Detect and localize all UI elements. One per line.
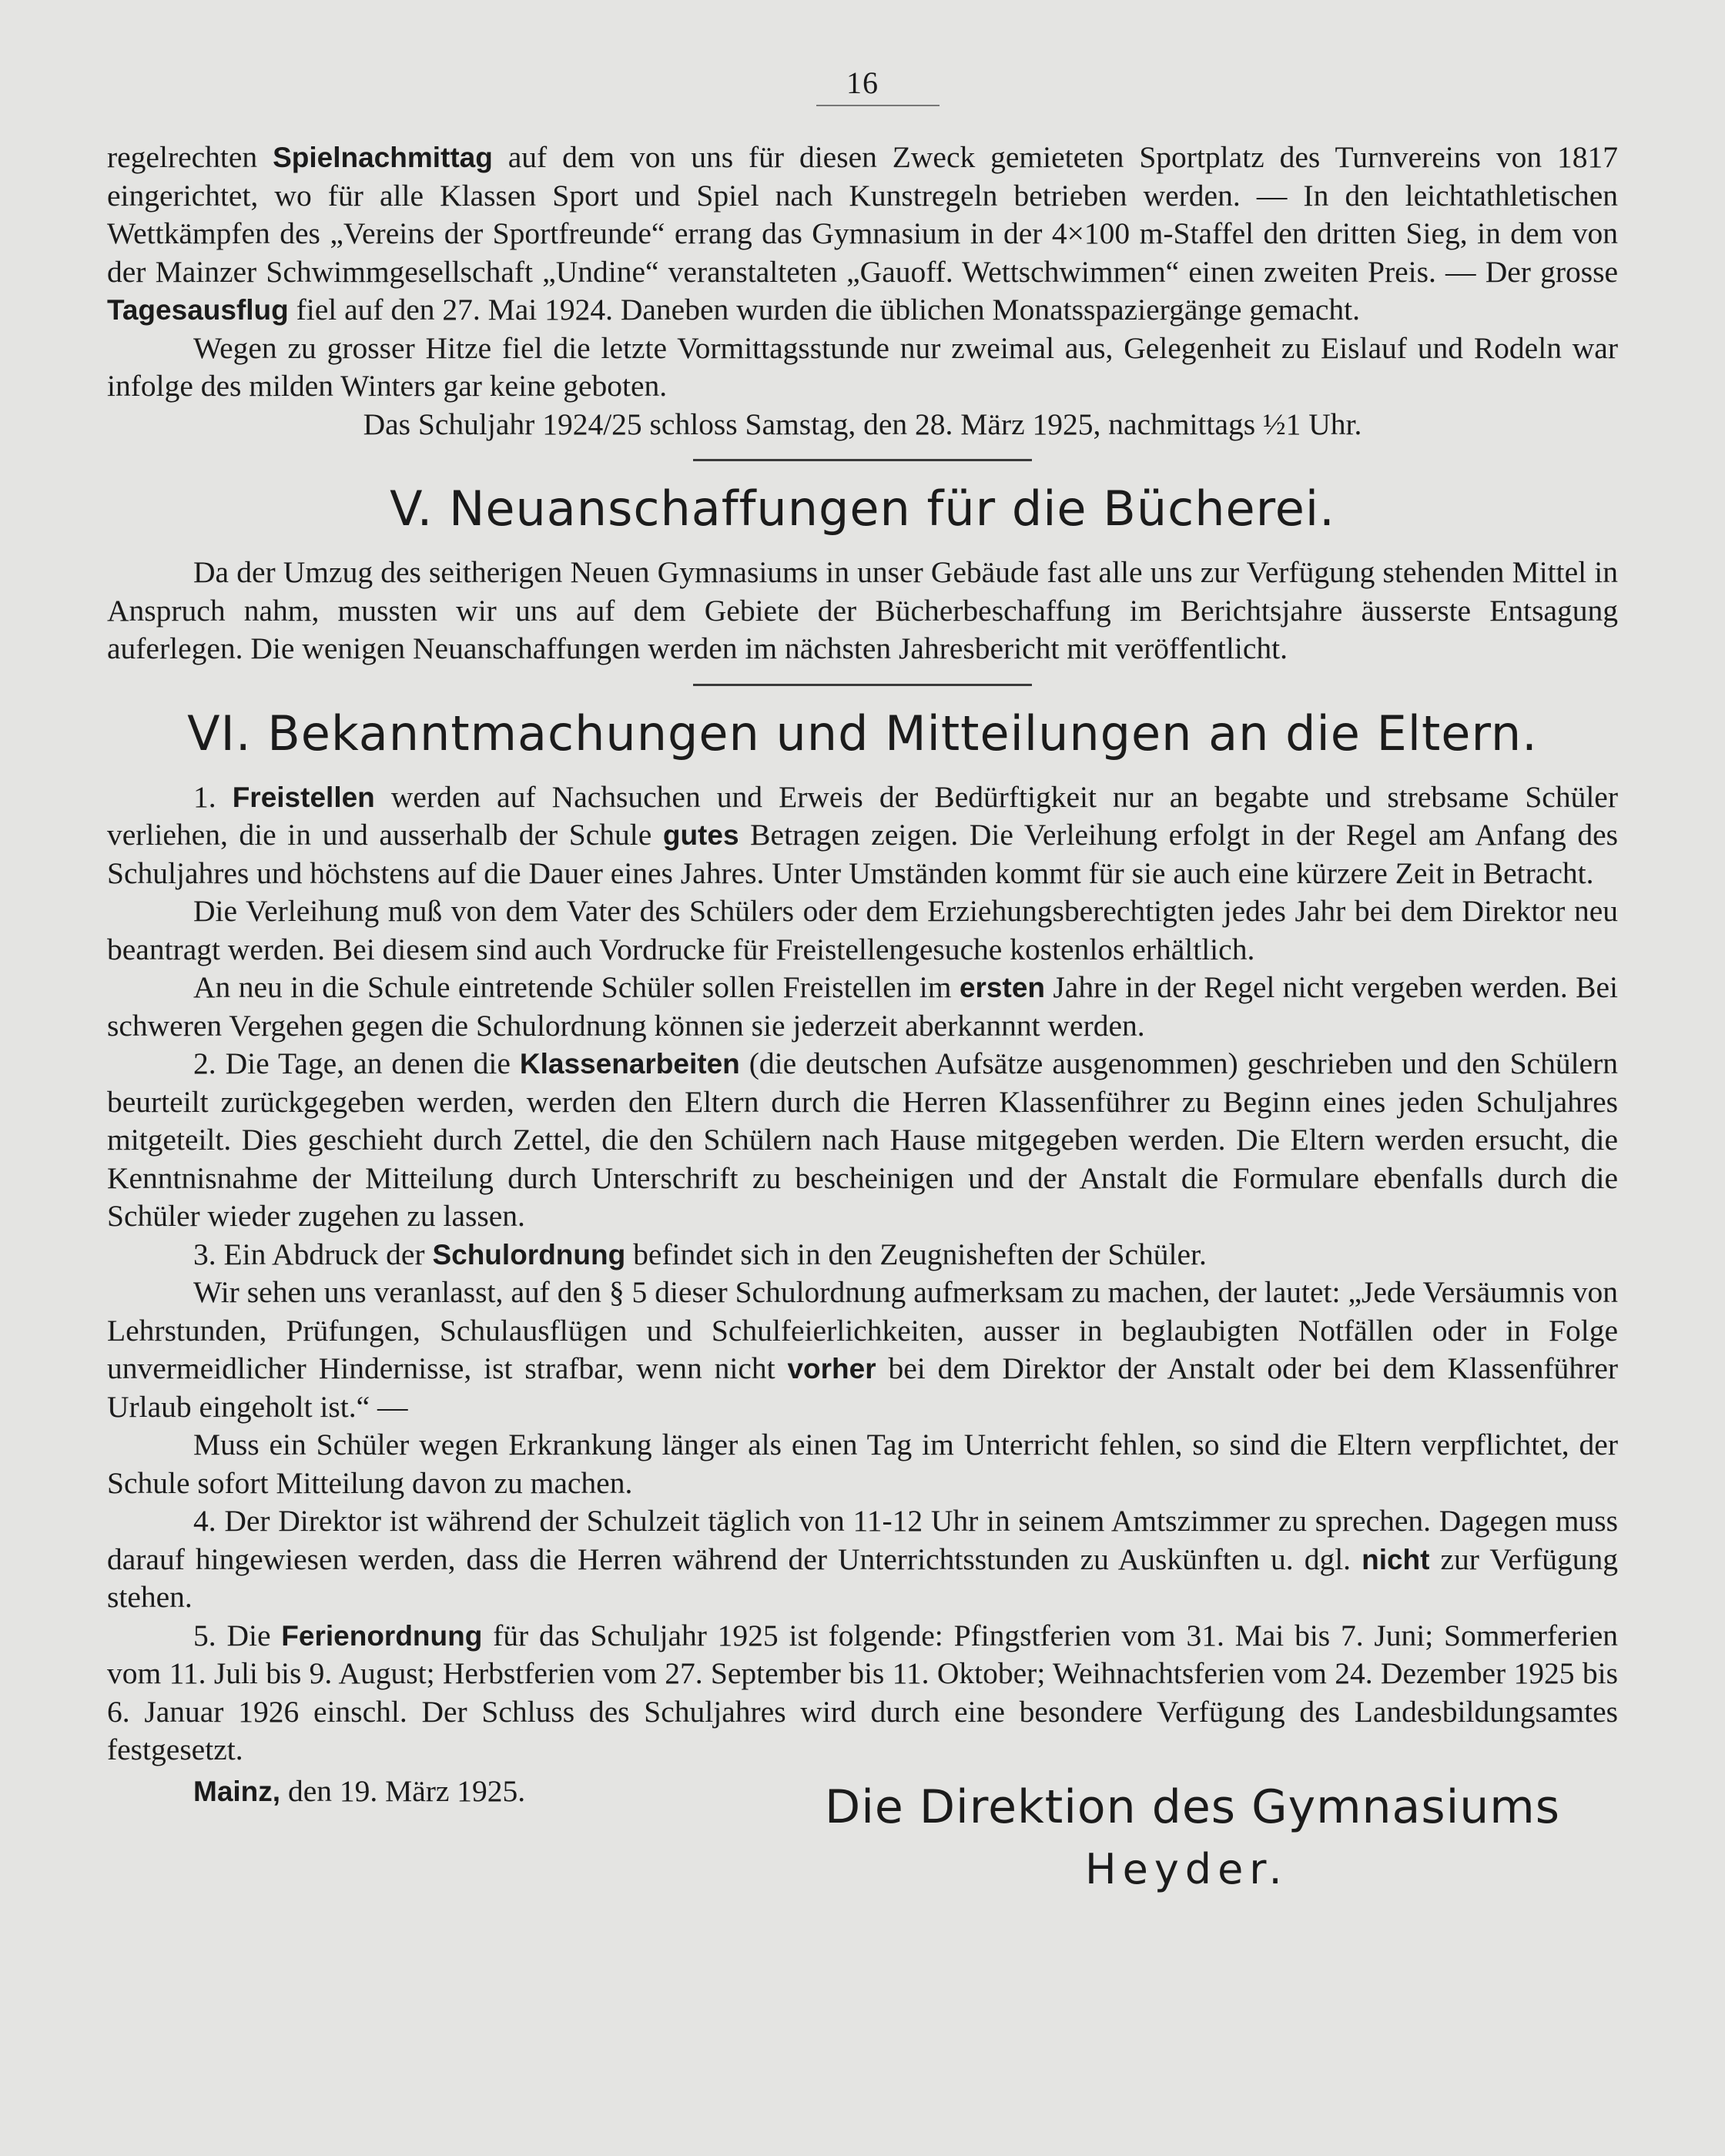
emphasis-vorher: vorher <box>787 1353 876 1384</box>
section-divider <box>693 459 1032 461</box>
text-run: Betragen zeigen. Die Verleihung erfolgt in der Regel am Anfang des Schuljahres und höchstens auf die Dauer eines Jahres. Unter Umständen kommt für sie auch eine kürzere Zeit in Betracht. <box>107 818 1618 890</box>
item-number: 4. <box>193 1504 225 1538</box>
emphasis-gutes: gutes <box>662 819 739 851</box>
emphasis-klassenarbeiten: Klassenarbeiten <box>519 1048 740 1080</box>
text-run: Jahre in der Regel nicht vergeben werden. Bei schweren Vergehen gegen die Schulordnung können sie jederzeit aberkannnt werden. <box>107 970 1619 1043</box>
intro-paragraph-2: Wegen zu grosser Hitze fiel die letzte Vormittagsstunde nur zweimal aus, Gelegenheit zu Eislauf und Rodeln war infolge des milden Winters gar keine geboten. <box>107 330 1618 403</box>
text-run: auf dem von uns für diesen Zweck gemieteten Sportplatz des Turnvereins von 1817 eingerichtet, wo für alle Klassen Sport und Spiel nach Kunstregeln betrieben werden. — In den leichtathletischen Wettkämpfen des „Vereins der Sportfreunde“ errang das Gymnasium in der 4×100 m-Staffel den dritten Sieg, in dem von der Mainzer Schwimmgesellschaft „Undine“ veranstalteten „Gauoff. Wettschwimmen“ einen zweiten Preis. — Der grosse <box>107 140 1618 289</box>
emphasis-nicht: nicht <box>1362 1543 1430 1575</box>
emphasis-schulordnung: Schulordnung <box>432 1238 626 1270</box>
text-run: für das Schuljahr 1925 ist folgende: Pfingstferien vom 31. Mai bis 7. Juni; Sommerferien vom 11. Juli bis 9. August; Herbstferien vom 27. September bis 11. Oktober; Weihnachtsferien vom 24. Dezember 1925 bis 6. Januar 1926 einschl. Der Schluss des Schuljahres wird durch eine besondere Verfügung des Landesbildungsamtes festgesetzt. <box>107 1618 1618 1766</box>
section-6-heading: VI. Bekanntmachungen und Mitteilungen an die Eltern. <box>187 705 1538 762</box>
section-divider <box>693 684 1032 686</box>
item-3-paragraph <box>107 1236 1618 1274</box>
item-5-paragraph <box>107 1617 1618 1769</box>
signature-block <box>107 1773 1618 1911</box>
item-1-paragraph-2: Die Verleihung muß von dem Vater des Schülers oder dem Erziehungsberechtigten jedes Jahr bei dem Direktor neu beantragt werden. Bei diesem sind auch Vordrucke für Freistellengesuche kostenlos erhältlich. <box>107 894 1618 966</box>
intro-paragraph-3: Das Schuljahr 1924/25 schloss Samstag, den 28. März 1925, nachmittags ½1 Uhr. <box>363 407 1362 441</box>
page-number-rule <box>816 105 940 106</box>
text-run: werden auf Nachsuchen und Erweis der Bedürftigkeit nur an begabte und strebsame Schüler verliehen, die in und ausserhalb der Schule <box>107 779 1618 852</box>
emphasis-ferienordnung: Ferienordnung <box>281 1619 483 1652</box>
text-run: befindet sich in den Zeugnisheften der Schüler. <box>625 1237 1207 1271</box>
text-run: Ein Abdruck der <box>223 1237 433 1271</box>
section-5-heading: V. Neuanschaffungen für die Bücherei. <box>390 480 1335 537</box>
item-2-paragraph <box>107 1045 1618 1236</box>
item-number: 1. <box>193 779 233 814</box>
text-run: zur Verfügung stehen. <box>107 1542 1618 1614</box>
item-3-paragraph-2 <box>107 1274 1618 1426</box>
intro-paragraph-1 <box>107 139 1618 330</box>
text-run: regelrechten <box>107 140 273 174</box>
emphasis-ersten: ersten <box>959 972 1045 1003</box>
text-run: fiel auf den 27. Mai 1924. Daneben wurden die üblichen Monatsspaziergänge gemacht. <box>288 293 1360 326</box>
place-date-line <box>193 1773 525 1811</box>
item-number: 3. <box>193 1237 224 1271</box>
text-run: Der Direktor ist während der Schulzeit täglich von 11-12 Uhr in seinem Amtszimmer zu sprechen. Dagegen muss darauf hingewiesen werden, dass die Herren während der Unterrichtsstunden zu Auskünften u. dgl. <box>107 1504 1619 1576</box>
section-5-paragraph: Da der Umzug des seitherigen Neuen Gymnasiums in unser Gebäude fast alle uns zur Verfügung stehenden Mittel in Anspruch nahm, mussten wir uns auf dem Gebiete der Bücherbeschaffung im Berichtsjahre äusserste Entsagung auferlegen. Die wenigen Neuanschaffungen werden im nächsten Jahresbericht mit veröffentlicht. <box>107 555 1618 665</box>
text-run: bei dem Direktor der Anstalt oder bei dem Klassenführer Urlaub eingeholt ist.“ — <box>107 1351 1619 1424</box>
item-number: 5. <box>193 1618 227 1652</box>
emphasis-tagesausflug: Tagesausflug <box>107 294 289 326</box>
text-run: Die <box>226 1618 282 1652</box>
item-1-paragraph-3 <box>107 969 1618 1045</box>
item-1-paragraph <box>107 778 1618 893</box>
document-body <box>107 139 1618 1911</box>
date-text: den 19. März 1925. <box>280 1773 526 1808</box>
signature-name: Heyder. <box>1085 1844 1288 1893</box>
item-3-paragraph-3: Muss ein Schüler wegen Erkrankung länger als einen Tag im Unterricht fehlen, so sind die Eltern verpflichtet, der Schule sofort Mitteilung davon zu machen. <box>107 1428 1618 1500</box>
item-4-paragraph <box>107 1502 1618 1617</box>
text-run: Die Tage, an denen die <box>225 1046 520 1080</box>
item-number: 2. <box>193 1046 226 1080</box>
text-run: An neu in die Schule eintretende Schüler sollen Freistellen im <box>193 970 960 1004</box>
text-run: Wir sehen uns veranlasst, auf den § 5 dieser Schulordnung aufmerksam zu machen, der lautet: „Jede Versäumnis von Lehrstunden, Prüfungen, Schulausflügen und Schulfeierlichkeiten, ausser in beglaubigten Notfällen oder in Folge unvermeidlicher Hindernisse, ist strafbar, wenn nicht <box>107 1275 1618 1385</box>
page-number: 16 <box>846 65 879 100</box>
signature-office: Die Direktion des Gymnasiums <box>825 1779 1560 1834</box>
emphasis-spielnachmittag: Spielnachmittag <box>273 142 493 173</box>
place-name: Mainz, <box>193 1775 281 1807</box>
text-run: (die deutschen Aufsätze ausgenommen) geschrieben und den Schülern beurteilt zurückgegeben werden, werden den Eltern durch die Herren Klassenführer zu Beginn eines jeden Schuljahres mitgeteilt. Dies geschieht durch Zettel, die den Schülern nach Hause mitgegeben werden. Die Eltern werden ersucht, die Kenntnisnahme der Mitteilung durch Unterschrift zu bescheinigen und der Anstalt die Formulare ebenfalls durch die Schüler wieder zugehen zu lassen. <box>107 1046 1619 1233</box>
emphasis-freistellen: Freistellen <box>232 781 375 813</box>
